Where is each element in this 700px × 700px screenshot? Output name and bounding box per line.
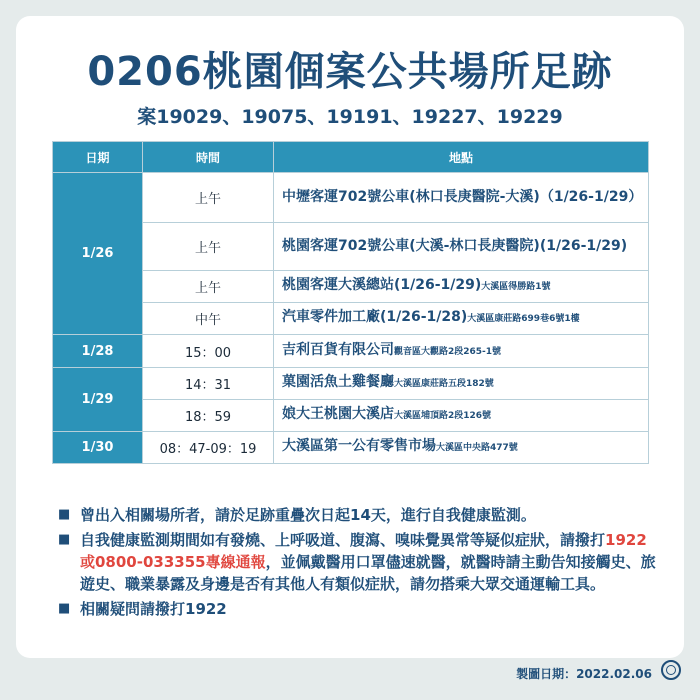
place-address: 大溪區康莊路五段182號: [394, 379, 494, 389]
note-text: 相關疑問請撥打1922: [80, 600, 227, 618]
bullet-square-icon: ■: [58, 532, 71, 547]
table-row: [53, 432, 649, 464]
date-cell: 1/29: [53, 368, 143, 432]
table-row: [53, 303, 649, 335]
table-row: [53, 173, 649, 223]
time-cell: 15：00: [143, 335, 274, 368]
time-cell: 上午: [143, 173, 274, 223]
note-item: [58, 529, 658, 595]
table-row: [53, 368, 649, 400]
date-cell: 1/30: [53, 432, 143, 464]
table-header-row: [53, 142, 649, 173]
place-name: 菓園活魚土雞餐廳: [282, 374, 394, 390]
place-name: 中壢客運702號公車(林口長庚醫院-大溪)（1/26-1/29）: [282, 189, 643, 205]
time-cell: 14：31: [143, 368, 274, 400]
header-date: 日期: [53, 142, 143, 173]
case-list-subtitle: 案19029、19075、19191、19227、19229: [137, 106, 563, 128]
city-seal-icon: [661, 660, 681, 680]
time-cell: 18：59: [143, 400, 274, 432]
time-cell: 中午: [143, 303, 274, 335]
date-cell: 1/28: [53, 335, 143, 368]
place-address: 觀音區大觀路2段265-1號: [394, 346, 502, 357]
place-address: 大溪區中央路477號: [436, 443, 518, 453]
bullet-square-icon: ■: [58, 601, 71, 616]
page-title: 0206桃園個案公共場所足跡: [87, 49, 613, 95]
table-row: [53, 271, 649, 303]
bullet-square-icon: ■: [58, 507, 71, 522]
header-place: 地點: [274, 142, 649, 173]
place-cell: [274, 432, 649, 464]
production-date-label: 製圖日期：: [516, 667, 577, 681]
production-date: [516, 665, 652, 682]
place-cell: [274, 303, 649, 335]
time-cell: 上午: [143, 271, 274, 303]
place-name: 吉利百貨有限公司: [282, 341, 394, 358]
place-cell: [274, 223, 649, 271]
place-cell: [274, 335, 649, 368]
time-cell: 08：47-09：19: [143, 432, 274, 464]
place-name: 娘大王桃園大溪店: [282, 406, 394, 422]
place-cell: [274, 400, 649, 432]
place-address: 大溪區康莊路699巷6號1樓: [467, 314, 580, 324]
place-address: 大溪區埔頂路2段126號: [394, 411, 492, 421]
hotline-highlight: 1922或0800-033355專線通報: [80, 531, 647, 571]
place-name: 大溪區第一公有零售市場: [282, 438, 436, 454]
header-time: 時間: [143, 142, 274, 173]
note-item: [58, 598, 658, 620]
place-name: 桃園客運702號公車(大溪-林口長庚醫院)(1/26-1/29): [282, 238, 628, 254]
note-text-part: ，並佩戴醫用口罩儘速就醫，就醫時請主動告知接觸史、旅遊史、職業暴露及身邊是否有其他人有類似症狀，請勿搭乘大眾交通運輸工具。: [80, 553, 656, 593]
note-text: [80, 529, 658, 595]
place-cell: [274, 271, 649, 303]
date-cell: 1/26: [53, 173, 143, 335]
notes-section: [58, 504, 658, 623]
table-row: [53, 223, 649, 271]
footprint-table: [52, 141, 649, 464]
note-text-part: 自我健康監測期間如有發燒、上呼吸道、腹瀉、嗅味覺異常等疑似症狀，請撥打: [80, 531, 606, 549]
place-name: 汽車零件加工廠(1/26-1/28): [282, 309, 468, 325]
place-address: 大溪區得勝路1號: [481, 282, 551, 292]
place-cell: [274, 368, 649, 400]
note-text: 曾出入相關場所者，請於足跡重疊次日起14天，進行自我健康監測。: [80, 506, 536, 524]
table-row: [53, 400, 649, 432]
time-cell: 上午: [143, 223, 274, 271]
table-row: [53, 335, 649, 368]
production-date-value: 2022.02.06: [576, 667, 652, 681]
place-name: 桃園客運大溪總站(1/26-1/29): [282, 277, 482, 293]
place-cell: [274, 173, 649, 223]
note-item: [58, 504, 658, 526]
